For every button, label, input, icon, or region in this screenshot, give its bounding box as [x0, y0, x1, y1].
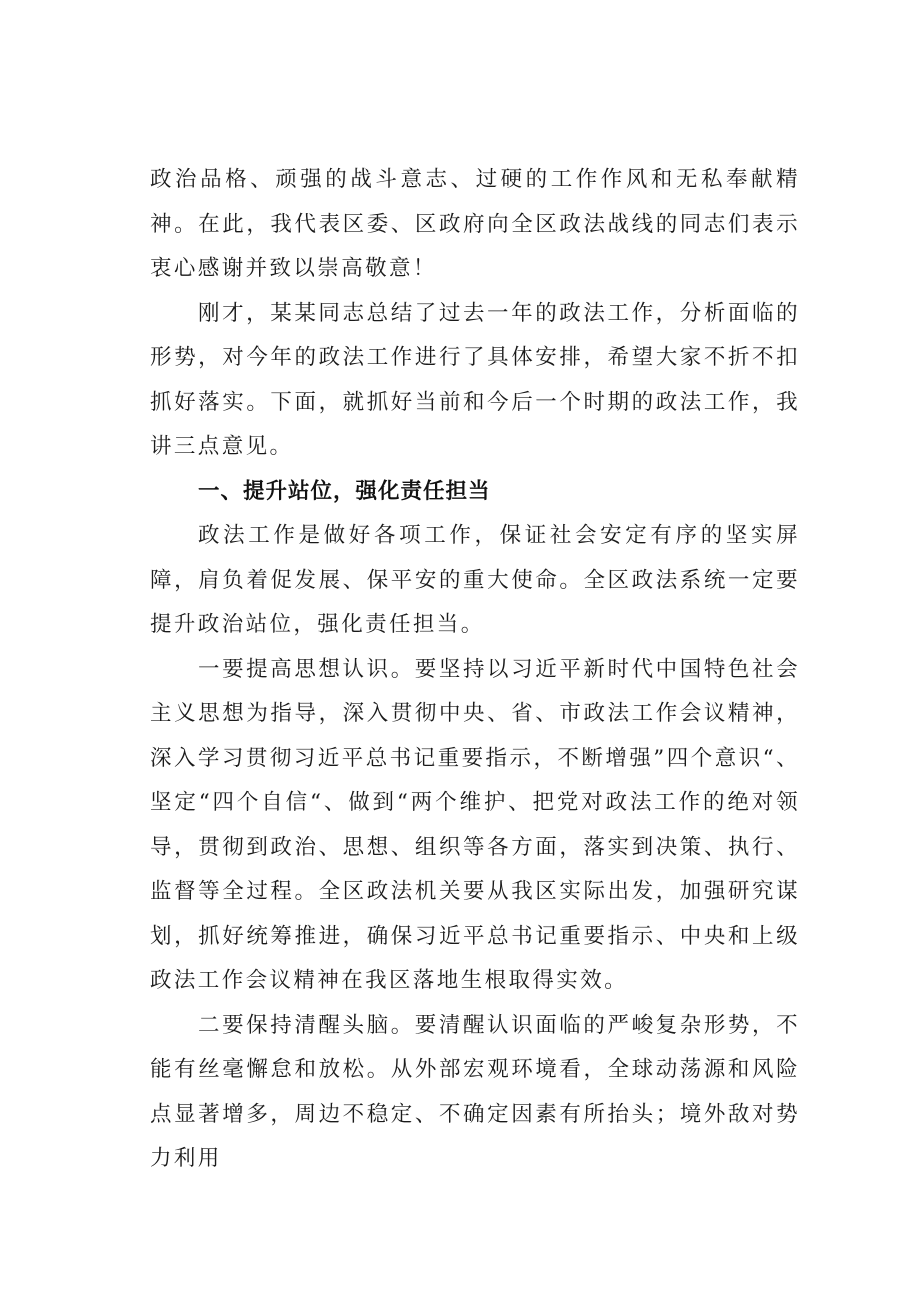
paragraph-work-summary: 刚才，某某同志总结了过去一年的政法工作，分析面临的形势，对今年的政法工作进行了具体安排，希望大家不折不扣抓好落实。下面，就抓好当前和今后一个时期的政法工作，我讲三点意见。	[150, 300, 800, 459]
paragraph-point-2: 二要保持清醒头脑。要清醒认识面临的严峻复杂形势，不能有丝毫懈怠和放松。从外部宏观环境看，全球动荡源和风险点显著增多，周边不稳定、不确定因素有所抬头；境外敌对势力利用	[150, 1012, 800, 1171]
section-heading-1: 一、提升站位，强化责任担当	[198, 478, 491, 504]
document-body	[150, 158, 800, 1182]
paragraph-continuation: 政治品格、顽强的战斗意志、过硬的工作作风和无私奉献精神。在此，我代表区委、区政府向全区政法战线的同志们表示衷心感谢并致以崇高敬意！	[150, 167, 800, 281]
paragraph-point-1: 一要提高思想认识。要坚持以习近平新时代中国特色社会主义思想为指导，深入贯彻中央、省、市政法工作会议精神，深入学习贯彻习近平总书记重要指示，不断增强”四个意识“、坚定“四个自信“、做到“两个维护、把党对政法工作的绝对领导，贯彻到政治、思想、组织等各方面，落实到决策、执行、监督等全过程。全区政法机关要从我区实际出发，加强研究谋划，抓好统筹推进，确保习近平总书记重要指示、中央和上级政法工作会议精神在我区落地生根取得实效。	[150, 656, 800, 993]
paragraph-section-intro: 政法工作是做好各项工作，保证社会安定有序的坚实屏障，肩负着促发展、保平安的重大使命。全区政法系统一定要提升政治站位，强化责任担当。	[150, 523, 800, 637]
